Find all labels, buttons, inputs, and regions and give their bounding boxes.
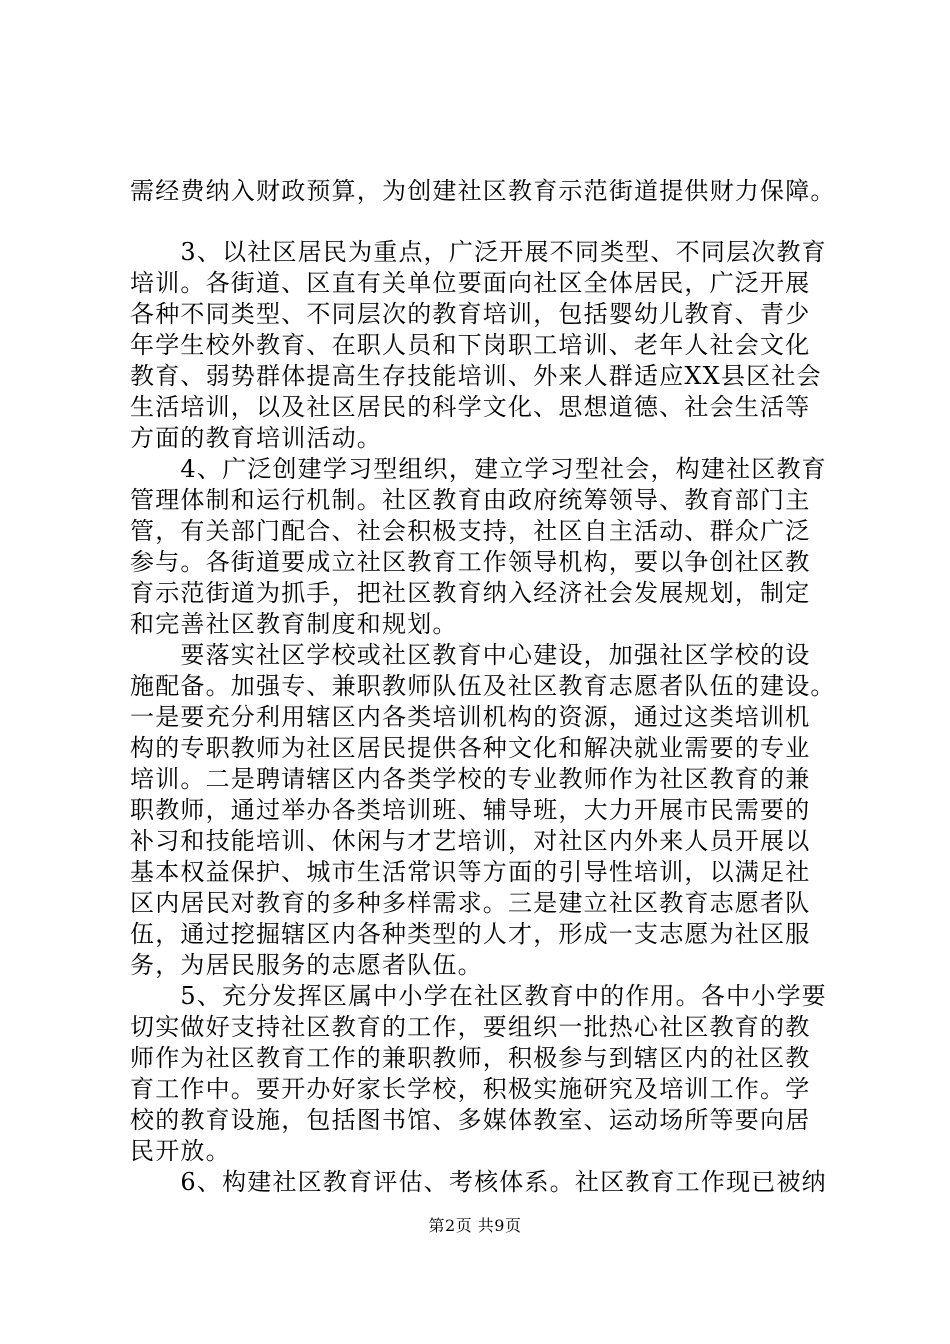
- body-text-line: 生活培训，以及社区居民的科学文化、思想道德、社会生活等: [130, 393, 811, 421]
- body-text-line: 务，为居民服务的志愿者队伍。: [130, 951, 483, 979]
- body-text-line: 师作为社区教育工作的兼职教师，积极参与到辖区内的社区教: [130, 1044, 811, 1072]
- body-text-line: 构的专职教师为社区居民提供各种文化和解决就业需要的专业: [130, 734, 811, 762]
- body-text-line: 伍，通过挖掘辖区内各种类型的人才，形成一支志愿为社区服: [130, 920, 811, 948]
- body-text-line: 施配备。加强专、兼职教师队伍及社区教育志愿者队伍的建设。: [130, 672, 836, 700]
- body-text-line: 育示范街道为抓手，把社区教育纳入经济社会发展规划，制定: [130, 579, 811, 607]
- body-text-line: 5、充分发挥区属中小学在社区教育中的作用。各中小学要: [130, 982, 827, 1010]
- body-text-line: 管，有关部门配合、社会积极支持，社区自主活动、群众广泛: [130, 517, 811, 545]
- body-text-line: 育工作中。要开办好家长学校，积极实施研究及培训工作。学: [130, 1075, 811, 1103]
- page-number-footer: 第2页 共9页: [428, 1216, 522, 1235]
- body-text-line: 补习和技能培训、休闲与才艺培训，对社区内外来人员开展以: [130, 827, 811, 855]
- body-text-line: 6、构建社区教育评估、考核体系。社区教育工作现已被纳: [130, 1168, 827, 1196]
- body-text-line: 需经费纳入财政预算，为创建社区教育示范街道提供财力保障。: [130, 177, 836, 205]
- body-text-line: 管理体制和运行机制。社区教育由政府统筹领导、教育部门主: [130, 486, 811, 514]
- body-text-line: 要落实社区学校或社区教育中心建设，加强社区学校的设: [130, 641, 811, 669]
- body-text-line: 区内居民对教育的多种多样需求。三是建立社区教育志愿者队: [130, 889, 811, 917]
- body-text-line: 和完善社区教育制度和规划。: [130, 610, 458, 638]
- body-text-line: 切实做好支持社区教育的工作，要组织一批热心社区教育的教: [130, 1013, 811, 1041]
- body-text-line: 民开放。: [130, 1137, 231, 1165]
- body-text-line: 一是要充分利用辖区内各类培训机构的资源，通过这类培训机: [130, 703, 811, 731]
- body-text-line: 参与。各街道要成立社区教育工作领导机构，要以争创社区教: [130, 548, 811, 576]
- body-text-line: 培训。二是聘请辖区内各类学校的专业教师作为社区教育的兼: [130, 765, 811, 793]
- body-text-line: 各种不同类型、不同层次的教育培训，包括婴幼儿教育、青少: [130, 300, 811, 328]
- body-text-line: 基本权益保护、城市生活常识等方面的引导性培训，以满足社: [130, 858, 811, 886]
- body-text-line: 培训。各街道、区直有关单位要面向社区全体居民，广泛开展: [130, 269, 811, 297]
- body-text-line: 教育、弱势群体提高生存技能培训、外来人群适应XX县区社会: [130, 362, 822, 390]
- body-text-line: 方面的教育培训活动。: [130, 424, 382, 452]
- body-text-line: 职教师，通过举办各类培训班、辅导班，大力开展市民需要的: [130, 796, 811, 824]
- body-text-line: 年学生校外教育、在职人员和下岗职工培训、老年人社会文化: [130, 331, 811, 359]
- body-text-line: 4、广泛创建学习型组织，建立学习型社会，构建社区教育: [130, 455, 827, 483]
- body-text-line: 校的教育设施，包括图书馆、多媒体教室、运动场所等要向居: [130, 1106, 811, 1134]
- body-text-line: 3、以社区居民为重点，广泛开展不同类型、不同层次教育: [130, 238, 827, 266]
